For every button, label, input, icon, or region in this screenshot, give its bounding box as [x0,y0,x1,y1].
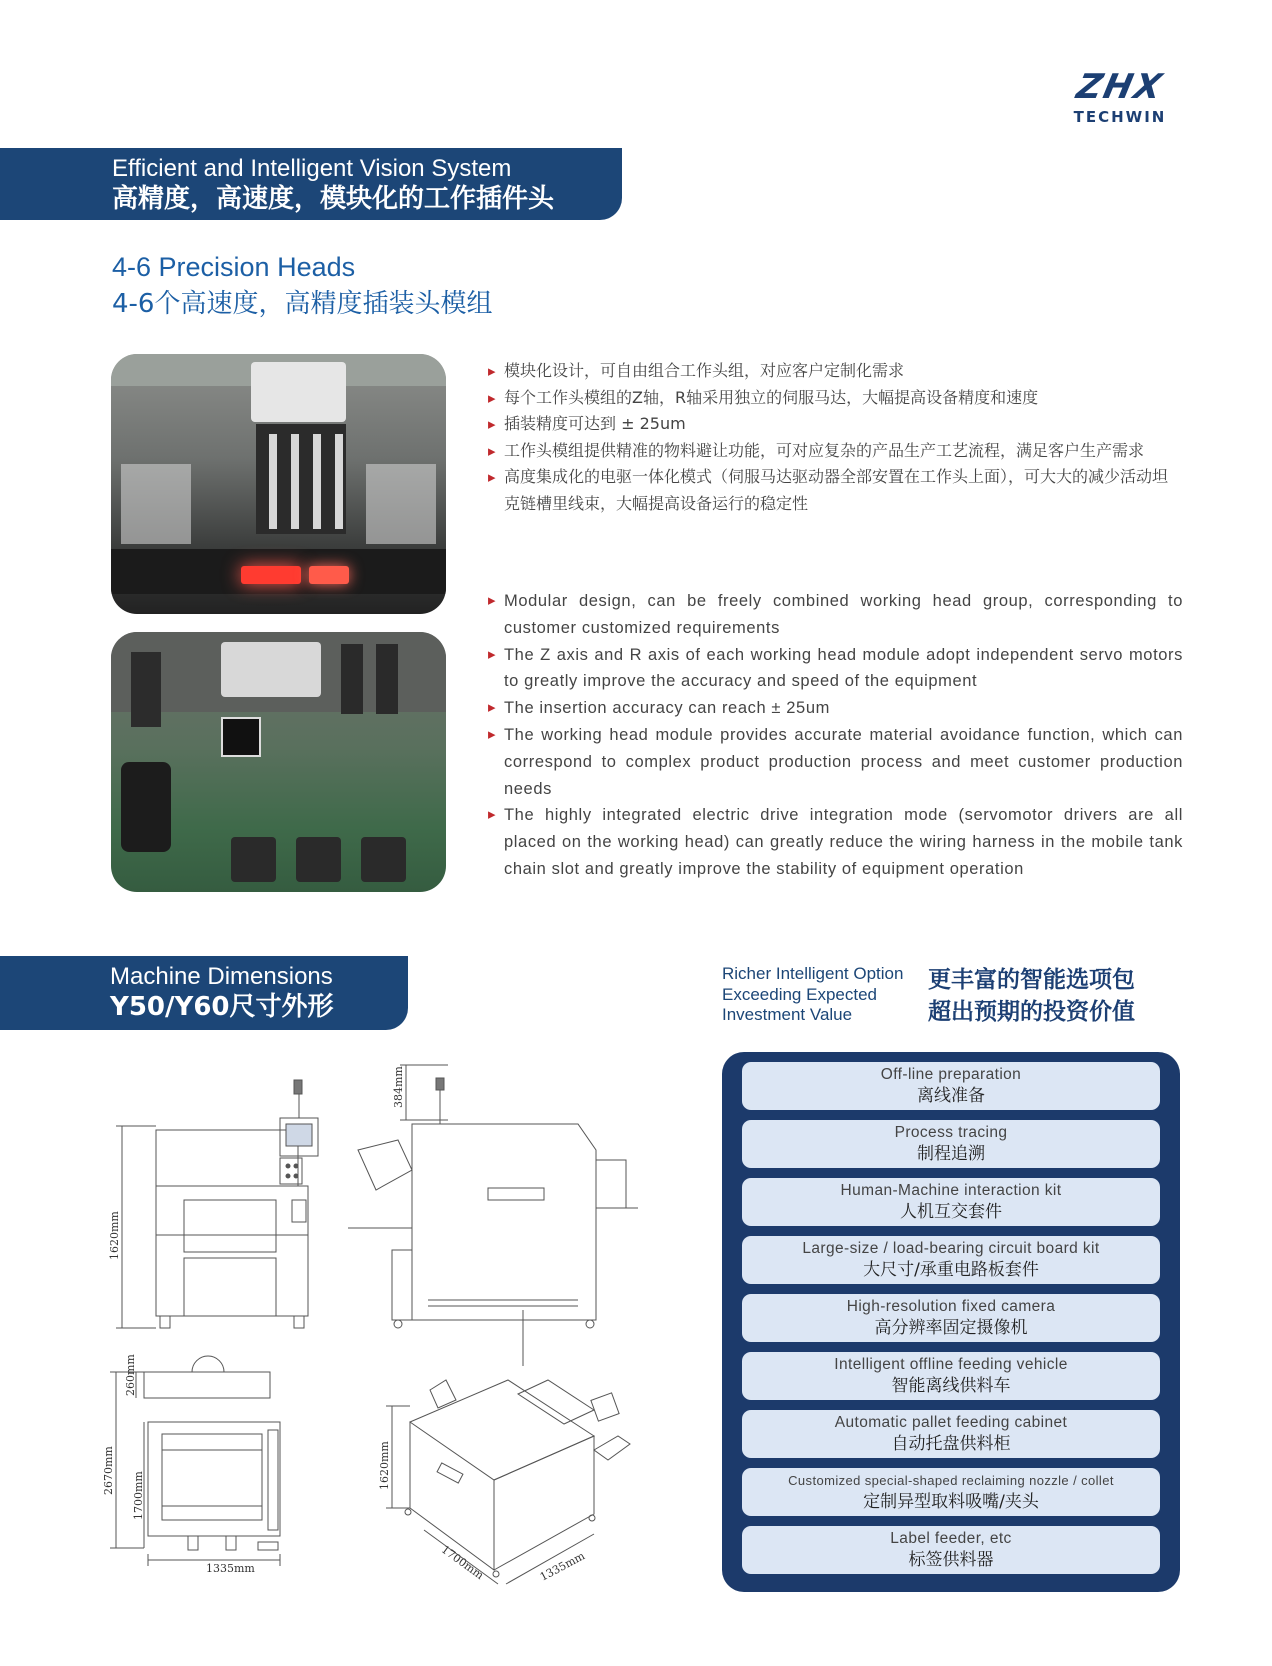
dimension-drawings [102,1060,688,1616]
option-item-hmi-kit [742,1178,1160,1226]
company-logo [1060,67,1180,130]
lamp-height-label: 384mm [392,1066,405,1108]
iso-width-label: 1335mm [537,1549,588,1584]
feature-item-en: ▸ Modular design, can be freely combined working head group, corresponding to customer customized requirements [488,588,1183,642]
option-label-cn: 离线准备 [917,1086,985,1106]
option-item-fixed-camera [742,1294,1160,1342]
option-label-cn: 高分辨率固定摄像机 [874,1318,1028,1338]
option-item-process-tracing [742,1120,1160,1168]
heads-title-en: 4-6 Precision Heads [112,252,356,282]
iso-depth-label: 1700mm [438,1542,487,1583]
feature-item-en: ▸ The working head module provides accurate material avoidance function, which can correspond to complex product production process and meet customer production needs [488,722,1183,802]
feature-item-cn: ▸ 工作头模组提供精准的物料避让功能，可对应复杂的产品生产工艺流程，满足客户生产需求 [488,438,1183,465]
front-view-drawing [116,1080,318,1328]
iso-height-label: 1620mm [378,1441,391,1490]
feature-item-en: ▸ The insertion accuracy can reach ± 25um [488,695,1183,722]
options-panel [722,1052,1180,1592]
option-item-large-board-kit [742,1236,1160,1284]
top-body-label: 1700mm [132,1471,145,1520]
feature-item-cn: ▸ 模块化设计，可自由组合工作头组，对应客户定制化需求 [488,358,1183,385]
heads-photo-top [111,354,446,614]
heads-photo-bottom [111,632,446,892]
option-label-cn: 定制异型取料吸嘴/夹头 [863,1492,1039,1512]
feature-list-cn [488,358,1183,517]
option-label-en: Intelligent offline feeding vehicle [834,1356,1068,1373]
section-title-en: Machine Dimensions [110,963,333,990]
feature-list-en [488,588,1183,883]
feature-item-cn: ▸ 每个工作头模组的Z轴，R轴采用独立的伺服马达，大幅提高设备精度和速度 [488,385,1183,412]
top-small-label: 260mm [124,1354,137,1396]
option-label-en: Process tracing [894,1124,1008,1141]
option-label-cn: 人机互交套件 [900,1202,1002,1222]
option-label-en: Human-Machine interaction kit [840,1182,1062,1199]
option-label-en: Off-line preparation [880,1066,1022,1083]
option-label-en: Large-size / load-bearing circuit board kit [802,1240,1100,1257]
option-item-custom-nozzle [742,1468,1160,1516]
machine-line-drawings [108,1060,688,1616]
option-label-en: High-resolution fixed camera [846,1298,1056,1315]
section-banner-dimensions [0,956,408,1030]
options-title-cn [928,964,1168,1028]
top-width-label: 1335mm [206,1562,255,1575]
feature-item-cn: ▸ 高度集成化的电驱一体化模式（伺服马达驱动器全部安置在工作头上面），可大大的减少活动坦克链槽里线束，大幅提高设备运行的稳定性 [488,464,1183,517]
feature-item-cn: ▸ 插装精度可达到 ± 25um [488,411,1183,438]
option-label-cn: 智能离线供料车 [891,1376,1011,1396]
option-label-en: Automatic pallet feeding cabinet [834,1414,1068,1431]
option-item-label-feeder [742,1526,1160,1574]
options-title-cn-line2: 超出预期的投资价值 [928,999,1135,1025]
section-title-en: Efficient and Intelligent Vision System [112,155,512,182]
section-banner-vision [0,148,622,220]
option-label-cn: 大尺寸/承重电路板套件 [863,1260,1039,1280]
option-item-feeding-vehicle [742,1352,1160,1400]
feature-item-en: ▸ The highly integrated electric drive integration mode (servomotor drivers are all placed on the working head) can greatly reduce the wiring harness in the mobile tank chain slot and greatly improve the stability of equipment operation [488,802,1183,882]
option-label-en: Customized special-shaped reclaiming nozzle / collet [788,1473,1114,1488]
option-label-cn: 标签供料器 [908,1550,994,1570]
option-item-offline-preparation [742,1062,1160,1110]
front-height-label: 1620mm [108,1211,121,1260]
option-item-pallet-cabinet [742,1410,1160,1458]
logo-subtitle: TECHWIN [1073,108,1167,126]
section-title-cn: 高精度，高速度，模块化的工作插件头 [112,184,555,214]
option-label-en: Label feeder, etc [890,1530,1012,1547]
iso-view-drawing [386,1310,630,1584]
options-title-cn-line1: 更丰富的智能选项包 [928,967,1135,993]
options-title-en: Richer Intelligent Option Exceeding Expected Investment Value [722,964,904,1024]
section-title-cn: Y50/Y60尺寸外形 [110,992,334,1022]
option-label-cn: 制程追溯 [917,1144,985,1164]
option-label-cn: 自动托盘供料柜 [891,1434,1011,1454]
logo-mark: ZHX [1073,67,1167,107]
feature-item-en: ▸ The Z axis and R axis of each working head module adopt independent servo motors to greatly improve the accuracy and speed of the equipment [488,642,1183,696]
heads-title-cn: 4-6个高速度，高精度插装头模组 [112,289,493,319]
heads-heading [112,250,492,324]
top-total-label: 2670mm [102,1446,115,1495]
